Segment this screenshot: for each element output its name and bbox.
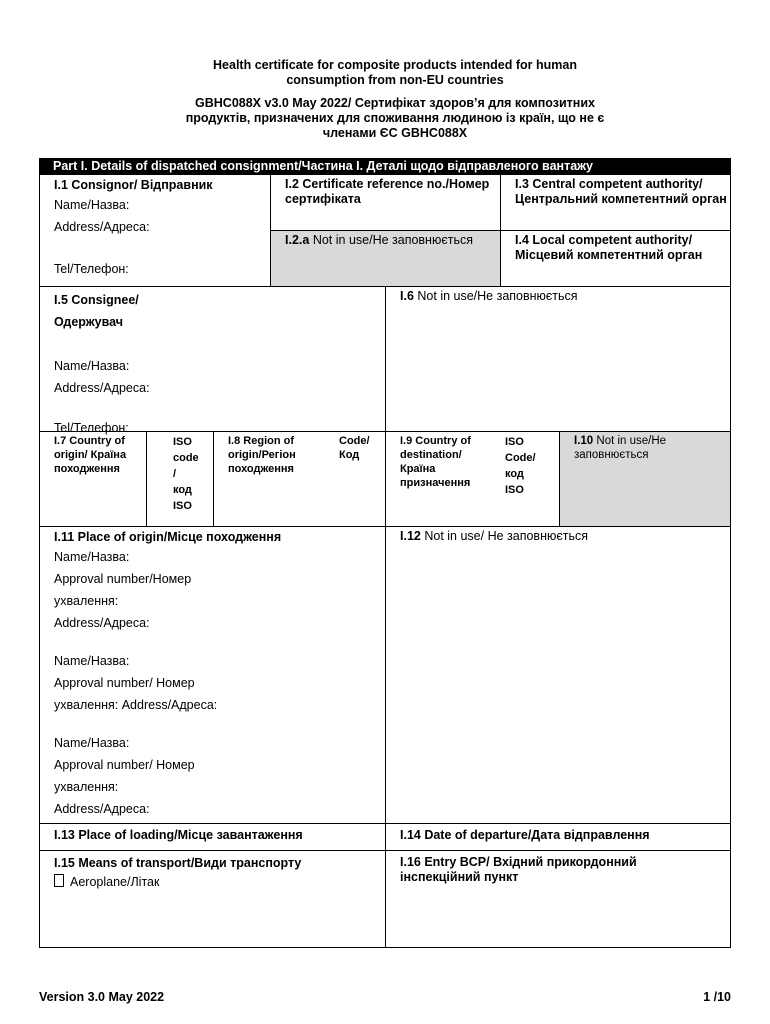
field-i9-iso-code[interactable] <box>491 431 559 526</box>
i4-label: I.4 Local competent authority/Місцевий компетентний орган <box>515 233 703 262</box>
i11-block2-name: Name/Назва: <box>54 654 130 668</box>
i2a-code: I.2.a <box>285 233 310 247</box>
i12-text: Not in use/ Не заповнюється <box>424 529 588 543</box>
title-line-2: consumption from non-EU countries <box>286 73 504 87</box>
field-i8-region-of-origin[interactable] <box>213 431 309 526</box>
title <box>100 58 690 88</box>
i11-block1-name: Name/Назва: <box>54 550 130 564</box>
field-i10-not-in-use <box>559 431 731 526</box>
field-i7-country-of-origin[interactable] <box>39 431 146 526</box>
field-i9-country-of-destination[interactable] <box>385 431 491 526</box>
part-header: Part I. Details of dispatched consignment/Частина I. Деталі щодо відправленого вантажу <box>39 158 731 174</box>
i11-block2-approval2: ухвалення: Address/Адреса: <box>54 698 218 712</box>
i5-tel: Tel/Телефон: <box>54 421 129 435</box>
i5-label-1: I.5 Consignee/ <box>54 293 139 307</box>
field-i15-means-of-transport[interactable] <box>39 850 385 948</box>
field-i12-not-in-use <box>385 526 731 823</box>
footer-version: Version 3.0 May 2022 <box>39 990 165 1004</box>
field-i1-consignor[interactable] <box>39 174 270 286</box>
i15-label: I.15 Means of transport/Види транспорту <box>54 856 302 870</box>
field-i4-local-authority[interactable] <box>500 230 731 286</box>
field-i2-certificate-reference[interactable] <box>270 174 500 230</box>
i5-label-2: Одержувач <box>54 315 124 329</box>
i11-block3-name: Name/Назва: <box>54 736 130 750</box>
i2-label: I.2 Certificate reference no./Номер сертифіката <box>285 177 490 206</box>
i11-block1-approval2: ухвалення: <box>54 594 119 608</box>
field-i3-central-authority[interactable] <box>500 174 731 230</box>
i10-text: Not in use/Не заповнюється <box>574 435 667 461</box>
i13-label: I.13 Place of loading/Місце завантаження <box>54 828 303 842</box>
i11-block3-address: Address/Адреса: <box>54 802 150 816</box>
i6-code: I.6 <box>400 289 414 303</box>
i15-option-row <box>54 872 385 892</box>
i14-label: I.14 Date of departure/Дата відправлення <box>400 828 650 842</box>
i15-option-label: Aeroplane/Літак <box>70 875 160 889</box>
field-i13-place-of-loading[interactable] <box>39 823 385 850</box>
field-i5-consignee[interactable] <box>39 286 385 435</box>
i7-iso: ISO code / код ISO <box>173 436 199 512</box>
i11-block1-address: Address/Адреса: <box>54 616 150 630</box>
title-line-1: Health certificate for composite products intended for human <box>213 58 577 72</box>
i1-tel: Tel/Телефон: <box>54 262 129 276</box>
i11-block3-approval: Approval number/ Номер <box>54 758 195 772</box>
field-i11-place-of-origin[interactable] <box>39 526 385 823</box>
i10-code: I.10 <box>574 435 594 447</box>
footer-page-number: 1 /10 <box>703 990 731 1004</box>
i7-label: I.7 Country of origin/ Країна походження <box>54 435 127 475</box>
i11-label: I.11 Place of origin/Місце походження <box>54 530 282 544</box>
field-i7-iso-code[interactable] <box>146 431 213 526</box>
i8-label: I.8 Region of origin/Регіон походження <box>228 435 296 475</box>
field-i2a-not-in-use <box>270 230 500 286</box>
i8-code: Code/ Код <box>339 435 370 461</box>
certificate-form <box>39 158 731 948</box>
i5-address: Address/Адреса: <box>54 381 150 395</box>
field-i14-date-of-departure[interactable] <box>385 823 731 850</box>
field-i16-entry-bcp[interactable] <box>385 850 731 948</box>
i9-label: I.9 Country of destination/Країна призначення <box>400 435 471 489</box>
i6-text: Not in use/Не заповнюється <box>417 289 578 303</box>
subtitle-line-2: продуктів, призначених для споживання людиною із країн, що не є <box>185 111 605 125</box>
i11-block2-approval: Approval number/ Номер <box>54 676 195 690</box>
i9-iso: ISO Code/ код ISO <box>505 436 536 496</box>
i12-code: I.12 <box>400 529 421 543</box>
subtitle <box>100 96 690 141</box>
i11-block3-approval2: ухвалення: <box>54 780 119 794</box>
i5-name: Name/Назва: <box>54 359 130 373</box>
subtitle-line-1: GBHC088X v3.0 May 2022/ Сертифікат здоров’я для композитних <box>195 96 595 110</box>
i11-block1-approval: Approval number/Номер <box>54 572 192 586</box>
subtitle-line-3: членами ЄС GBHC088X <box>322 126 468 140</box>
i2a-text: Not in use/Не заповнюється <box>312 233 473 247</box>
field-i6-not-in-use <box>385 286 731 431</box>
i1-address: Address/Адреса: <box>54 220 150 234</box>
field-i8-code[interactable] <box>309 431 385 526</box>
i1-name: Name/Назва: <box>54 198 130 212</box>
i16-label: I.16 Entry BCP/ Вхідний прикордонний інспекційний пункт <box>400 855 637 884</box>
i3-label: I.3 Central competent authority/Центральний компетентний орган <box>515 177 727 206</box>
aeroplane-checkbox[interactable] <box>54 874 64 887</box>
i1-label: I.1 Consignor/ Відправник <box>54 178 213 192</box>
